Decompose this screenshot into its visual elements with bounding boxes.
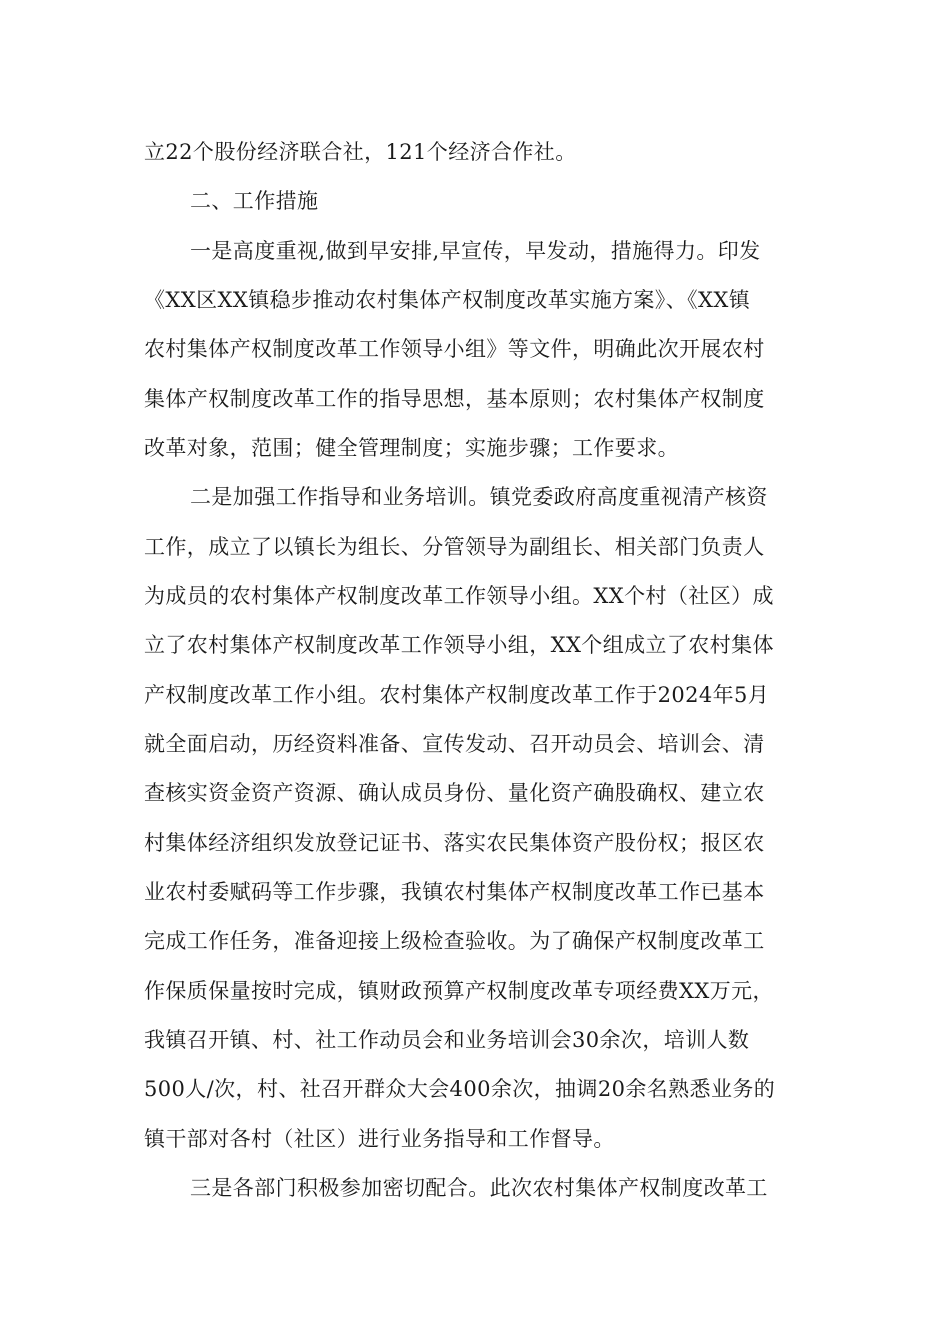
text-line: 集体产权制度改革工作的指导思想，基本原则；农村集体产权制度 <box>144 387 765 411</box>
text-line: 《XX区XX镇稳步推动农村集体产权制度改革实施方案》、《XX镇 <box>144 288 751 312</box>
text-line: 业农村委赋码等工作步骤，我镇农村集体产权制度改革工作已基本 <box>144 880 765 904</box>
text-line: 一是高度重视,做到早安排,早宣传，早发动，措施得力。印发 <box>190 239 761 263</box>
text-line: 我镇召开镇、村、社工作动员会和业务培训会30余次，培训人数 <box>144 1028 750 1052</box>
section-heading: 二、工作措施 <box>190 189 319 213</box>
text-line: 完成工作任务，准备迎接上级检查验收。为了确保产权制度改革工 <box>144 929 765 953</box>
text-line: 产权制度改革工作小组。农村集体产权制度改革工作于2024年5月 <box>144 683 770 707</box>
text-line: 500人/次，村、社召开群众大会400余次，抽调20余名熟悉业务的 <box>144 1077 776 1101</box>
text-line: 为成员的农村集体产权制度改革工作领导小组。XX个村（社区）成 <box>144 584 774 608</box>
text-line: 镇干部对各村（社区）进行业务指导和工作督导。 <box>144 1127 615 1151</box>
text-line: 村集体经济组织发放登记证书、落实农民集体资产股份权；报区农 <box>144 831 765 855</box>
text-line: 立22个股份经济联合社，121个经济合作社。 <box>144 140 577 164</box>
text-line: 作保质保量按时完成，镇财政预算产权制度改革专项经费XX万元， <box>144 979 774 1003</box>
text-line: 就全面启动，历经资料准备、宣传发动、召开动员会、培训会、清 <box>144 732 765 756</box>
text-line: 改革对象，范围；健全管理制度；实施步骤；工作要求。 <box>144 436 679 460</box>
text-line: 立了农村集体产权制度改革工作领导小组，XX个组成立了农村集体 <box>144 633 774 657</box>
text-line: 三是各部门积极参加密切配合。此次农村集体产权制度改革工 <box>190 1176 768 1200</box>
text-line: 二是加强工作指导和业务培训。镇党委政府高度重视清产核资 <box>190 485 768 509</box>
text-line: 查核实资金资产资源、确认成员身份、量化资产确股确权、建立农 <box>144 781 765 805</box>
text-line: 农村集体产权制度改革工作领导小组》等文件，明确此次开展农村 <box>144 337 765 361</box>
text-line: 工作，成立了以镇长为组长、分管领导为副组长、相关部门负责人 <box>144 535 765 559</box>
